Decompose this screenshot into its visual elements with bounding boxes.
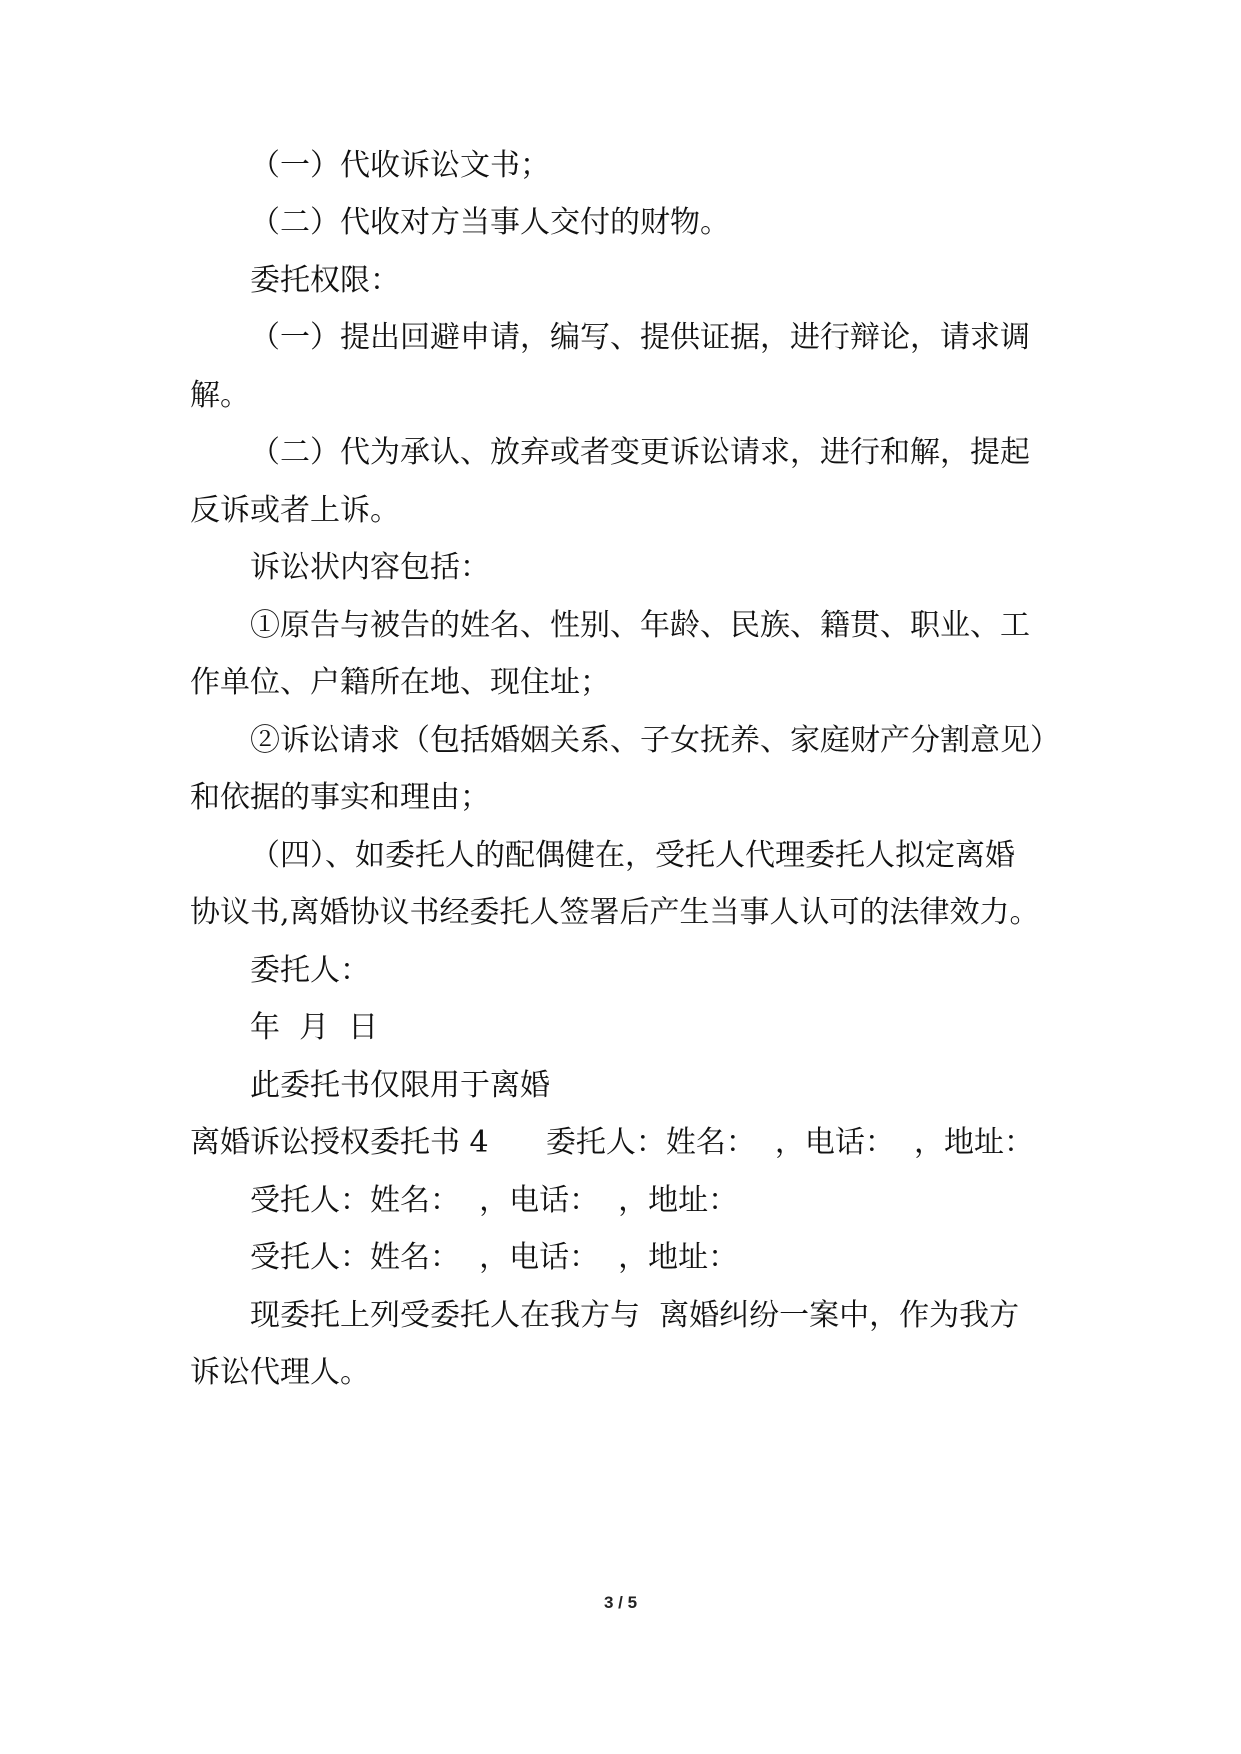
text-line: 和依据的事实和理由； (190, 780, 490, 815)
text-line: （一）提出回避申请，编写、提供证据，进行辩论，请求调 (250, 320, 1030, 355)
text-line: 解。 (190, 378, 250, 413)
text-line: 此委托书仅限用于离婚 (250, 1068, 550, 1103)
text-line: （四）、如委托人的配偶健在，受托人代理委托人拟定离婚 (250, 838, 1015, 873)
text-line: 诉讼状内容包括： (250, 550, 490, 585)
text-line: 作单位、户籍所在地、现住址； (190, 665, 610, 700)
text-line: 协议书,离婚协议书经委托人签署后产生当事人认可的法律效力。 (190, 895, 1040, 930)
text-line: 委托权限： (250, 263, 400, 298)
text-line: 诉讼代理人。 (190, 1355, 370, 1390)
page-number: 3 / 5 (603, 1593, 638, 1612)
text-line: 反诉或者上诉。 (190, 493, 400, 528)
text-line: 受托人：姓名： ，电话： ，地址： (250, 1183, 739, 1218)
text-line: 年 月 日 (250, 1010, 379, 1045)
text-line: 受托人：姓名： ，电话： ，地址： (250, 1240, 739, 1275)
text-line: ②诉讼请求（包括婚姻关系、子女抚养、家庭财产分割意见） (250, 723, 1060, 758)
text-line: （一）代收诉讼文书； (250, 148, 550, 183)
text-line: （二）代收对方当事人交付的财物。 (250, 205, 730, 240)
text-line: ①原告与被告的姓名、性别、年龄、民族、籍贯、职业、工 (250, 608, 1030, 643)
text-line: 现委托上列受委托人在我方与 离婚纠纷一案中，作为我方 (250, 1298, 1020, 1333)
text-line: 离婚诉讼授权委托书 4 委托人：姓名： ，电话： ，地址： (190, 1125, 1034, 1160)
text-line: 委托人： (250, 953, 370, 988)
text-line: （二）代为承认、放弃或者变更诉讼请求，进行和解，提起 (250, 435, 1030, 470)
